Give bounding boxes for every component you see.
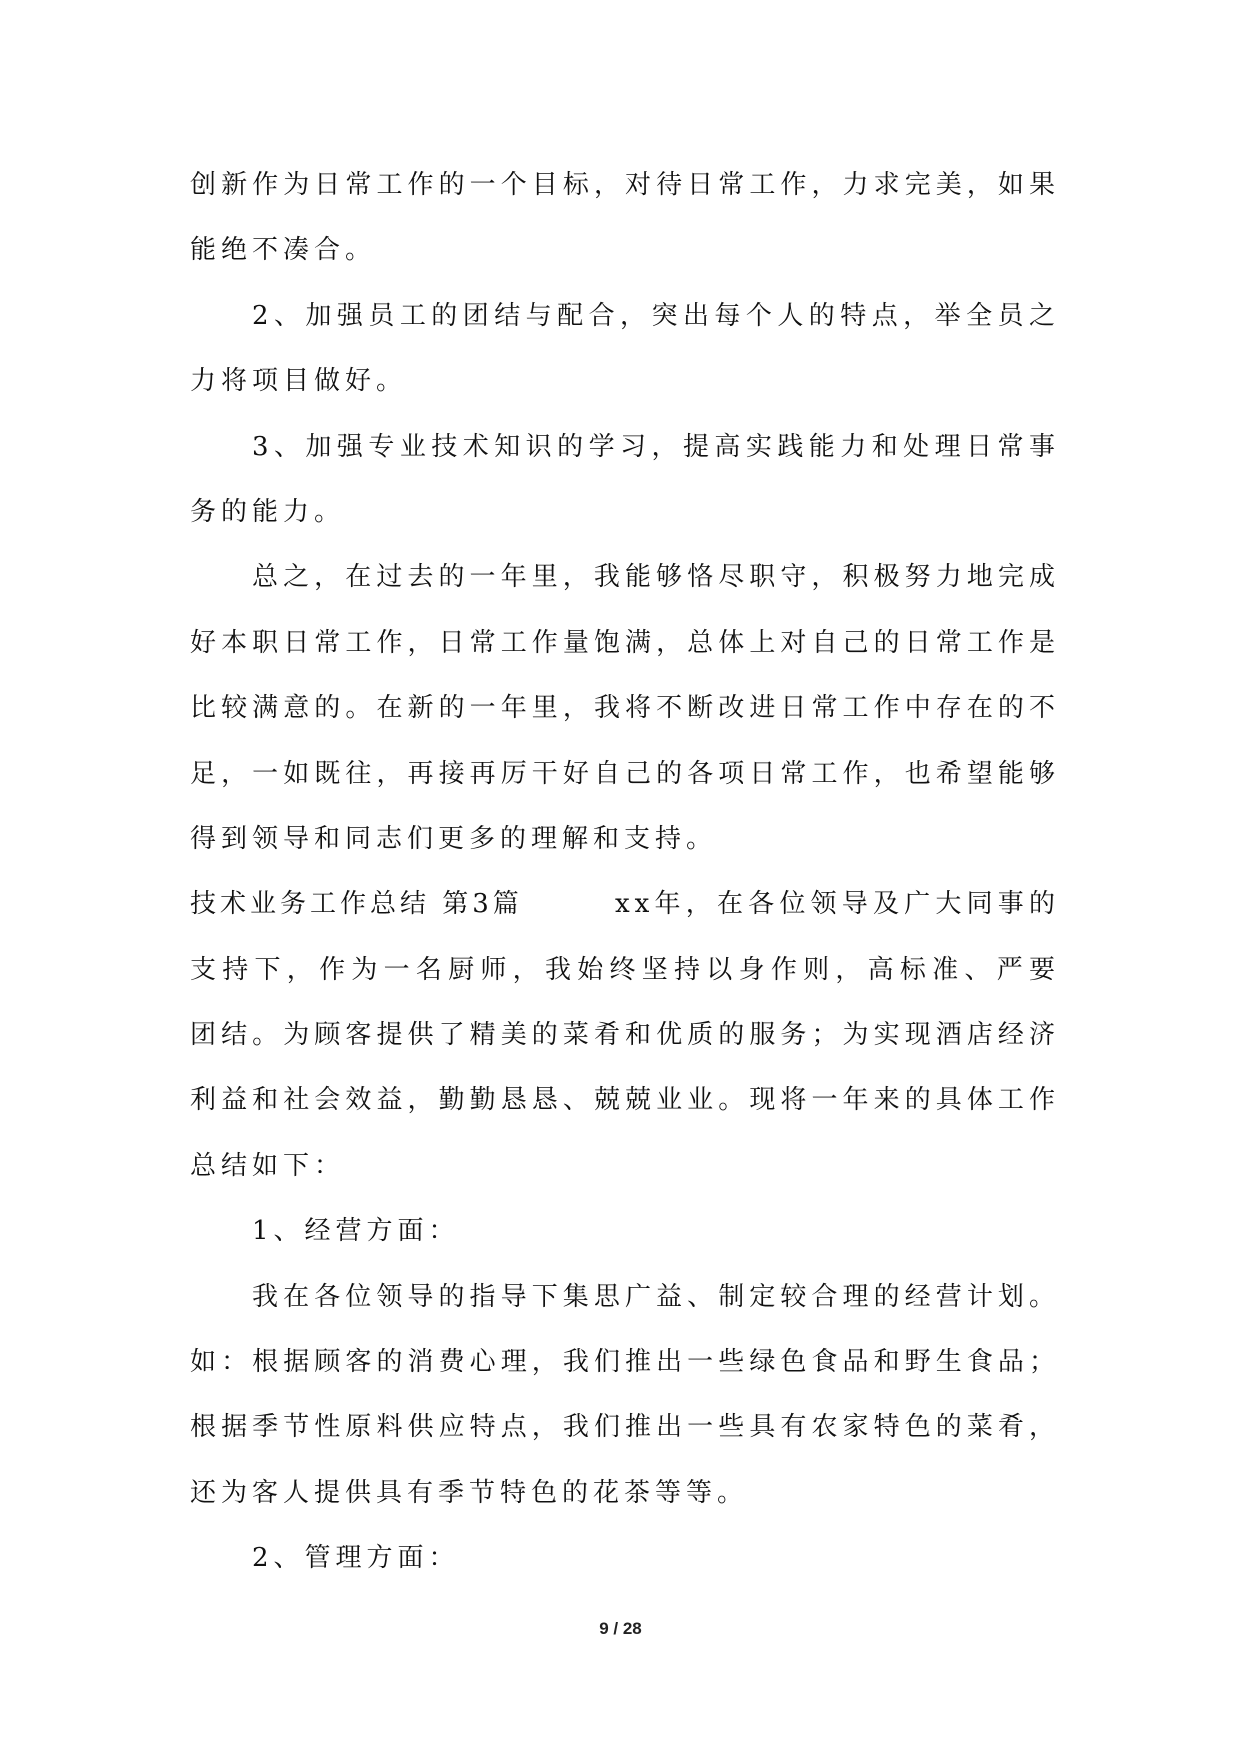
paragraph-line: 足，一如既往，再接再厉干好自己的各项日常工作，也希望能够: [190, 758, 1060, 789]
paragraph-line: 总结如下：: [190, 1150, 346, 1181]
page-number: 9 / 28: [599, 1619, 642, 1638]
paragraph-line: 得到领导和同志们更多的理解和支持。: [190, 823, 718, 854]
paragraph-line: 根据季节性原料供应特点，我们推出一些具有农家特色的菜肴，: [190, 1412, 1060, 1443]
paragraph-line: 支持下，作为一名厨师，我始终坚持以身作则，高标准、严要: [190, 954, 1060, 985]
paragraph-line: 团结。为顾客提供了精美的菜肴和优质的服务；为实现酒店经济: [190, 1020, 1060, 1051]
paragraph-line: 创新作为日常工作的一个目标，对待日常工作，力求完美，如果: [190, 170, 1060, 200]
paragraph-line: 我在各位领导的指导下集思广益、制定较合理的经营计划。: [252, 1281, 1060, 1312]
document-body: [190, 153, 1060, 1592]
paragraph-line: 2、管理方面：: [252, 1543, 460, 1574]
paragraph-line: 如：根据顾客的消费心理，我们推出一些绿色食品和野生食品；: [190, 1347, 1060, 1378]
paragraph-line: 2、加强员工的团结与配合，突出每个人的特点，举全员之: [252, 300, 1060, 331]
paragraph-line: xx年，在各位领导及广大同事的: [615, 889, 1060, 920]
paragraph-line: 好本职日常工作，日常工作量饱满，总体上对自己的日常工作是: [190, 627, 1060, 658]
paragraph-line: 能绝不凑合。: [190, 235, 377, 266]
paragraph-line: 力将项目做好。: [190, 366, 408, 397]
paragraph-line: 还为客人提供具有季节特色的花茶等等。: [190, 1477, 749, 1508]
paragraph-line: 比较满意的。在新的一年里，我将不断改进日常工作中存在的不: [190, 693, 1060, 724]
section-title: 技术业务工作总结 第3篇: [190, 889, 523, 920]
paragraph-line: 利益和社会效益，勤勤恳恳、兢兢业业。现将一年来的具体工作: [190, 1085, 1060, 1116]
paragraph-line: 总之，在过去的一年里，我能够恪尽职守，积极努力地完成: [252, 562, 1060, 593]
section-heading-line: [190, 872, 1060, 937]
paragraph-line: 1、经营方面：: [252, 1216, 460, 1247]
paragraph-line: 务的能力。: [190, 496, 346, 527]
paragraph-line: 3、加强专业技术知识的学习，提高实践能力和处理日常事: [252, 431, 1060, 462]
